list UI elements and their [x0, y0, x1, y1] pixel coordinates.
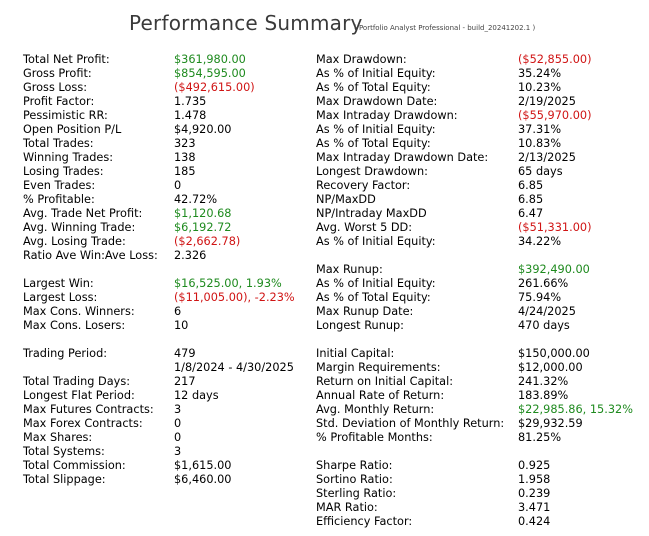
metric-value: 3	[174, 445, 182, 458]
metric-value: 35.24%	[518, 67, 562, 80]
metric-value: 0.925	[518, 459, 551, 472]
metric-value: ($492,615.00)	[174, 81, 255, 94]
metric-value: ($11,005.00), -2.23%	[174, 291, 295, 304]
metric-label: As % of Initial Equity:	[316, 67, 436, 80]
metric-value: $22,985.86, 15.32%	[518, 403, 633, 416]
metric-label: Winning Trades:	[23, 151, 114, 164]
metric-value: 42.72%	[174, 193, 218, 206]
metric-label: As % of Total Equity:	[316, 291, 431, 304]
metric-value: ($51,331.00)	[518, 221, 592, 234]
metric-value: 2/13/2025	[518, 151, 576, 164]
metric-value: 1.478	[174, 109, 207, 122]
metric-label: % Profitable Months:	[316, 431, 433, 444]
metric-label: MAR Ratio:	[316, 501, 378, 514]
metric-value: 0	[174, 417, 182, 430]
metric-value: $854,595.00	[174, 67, 246, 80]
metric-value: 6.85	[518, 179, 544, 192]
metric-value: 0.239	[518, 487, 551, 500]
metric-value: $29,932.59	[518, 417, 583, 430]
metric-value: 37.31%	[518, 123, 562, 136]
metric-value: 34.22%	[518, 235, 562, 248]
metric-label: Even Trades:	[23, 179, 96, 192]
page-title: Performance Summary	[129, 11, 363, 35]
metric-value: 241.32%	[518, 375, 569, 388]
metric-label: NP/Intraday MaxDD	[316, 207, 427, 220]
metric-label: Initial Capital:	[316, 347, 395, 360]
metric-value: 138	[174, 151, 196, 164]
metric-value: $361,980.00	[174, 53, 246, 66]
metric-value: 1.735	[174, 95, 207, 108]
metric-value: 65 days	[518, 165, 563, 178]
metric-label: Longest Drawdown:	[316, 165, 428, 178]
metric-value: 6	[174, 305, 182, 318]
metric-label: Sortino Ratio:	[316, 473, 393, 486]
metric-value: $392,490.00	[518, 263, 590, 276]
metric-value: ($2,662.78)	[174, 235, 241, 248]
metric-label: Profit Factor:	[23, 95, 95, 108]
metric-label: As % of Initial Equity:	[316, 235, 436, 248]
metric-value: ($52,855.00)	[518, 53, 592, 66]
metric-label: As % of Initial Equity:	[316, 277, 436, 290]
metric-label: Total Trades:	[23, 137, 94, 150]
metric-value: 323	[174, 137, 196, 150]
metric-label: Total Net Profit:	[23, 53, 110, 66]
metric-value: 0	[174, 179, 182, 192]
metric-value: 0.424	[518, 515, 551, 528]
metric-value: $16,525.00, 1.93%	[174, 277, 282, 290]
metric-label: % Profitable:	[23, 193, 95, 206]
metric-value: 1.958	[518, 473, 551, 486]
metric-label: Losing Trades:	[23, 165, 104, 178]
build-info: ( Portfolio Analyst Professional - build_20241202.1 )	[354, 24, 536, 32]
metric-value: 261.66%	[518, 277, 569, 290]
metric-label: Max Futures Contracts:	[23, 403, 154, 416]
metric-value: $1,615.00	[174, 459, 232, 472]
metric-label: As % of Initial Equity:	[316, 123, 436, 136]
metric-label: Avg. Winning Trade:	[23, 221, 136, 234]
report-header	[0, 0, 649, 50]
metric-value: $4,920.00	[174, 123, 232, 136]
metric-value: 75.94%	[518, 291, 562, 304]
metric-label: Open Position P/L	[23, 123, 122, 136]
metric-label: Longest Runup:	[316, 319, 404, 332]
metric-value: 185	[174, 165, 196, 178]
metric-value: $1,120.68	[174, 207, 232, 220]
metric-label: Largest Win:	[23, 277, 94, 290]
metric-value: 10	[174, 319, 189, 332]
metric-label: Sharpe Ratio:	[316, 459, 393, 472]
metric-label: Total Systems:	[23, 445, 105, 458]
metric-label: Max Drawdown:	[316, 53, 407, 66]
metric-label: Pessimistic RR:	[23, 109, 108, 122]
metric-label: Max Cons. Winners:	[23, 305, 135, 318]
metric-value: $12,000.00	[518, 361, 583, 374]
metric-label: Ratio Ave Win:Ave Loss:	[23, 249, 158, 262]
metric-value: $6,192.72	[174, 221, 232, 234]
metric-label: As % of Total Equity:	[316, 81, 431, 94]
metric-value: 3.471	[518, 501, 551, 514]
metric-label: Max Intraday Drawdown:	[316, 109, 458, 122]
metric-value: ($55,970.00)	[518, 109, 592, 122]
metric-value: 4/24/2025	[518, 305, 576, 318]
metric-label: Gross Profit:	[23, 67, 92, 80]
metric-value: 2/19/2025	[518, 95, 576, 108]
metric-label: Max Runup:	[316, 263, 383, 276]
metric-value: 81.25%	[518, 431, 562, 444]
metric-label: NP/MaxDD	[316, 193, 376, 206]
metric-label: Max Cons. Losers:	[23, 319, 126, 332]
metric-label: Longest Flat Period:	[23, 389, 135, 402]
metric-label: Return on Initial Capital:	[316, 375, 454, 388]
metric-value: $6,460.00	[174, 473, 232, 486]
metric-label: Margin Requirements:	[316, 361, 441, 374]
metric-value: 183.89%	[518, 389, 569, 402]
metric-label: Max Intraday Drawdown Date:	[316, 151, 489, 164]
metric-value: 479	[174, 347, 196, 360]
metric-label: Std. Deviation of Monthly Return:	[316, 417, 505, 430]
metric-value: 1/8/2024 - 4/30/2025	[174, 361, 294, 374]
metric-value: 0	[174, 431, 182, 444]
metric-value: 470 days	[518, 319, 570, 332]
metric-value: 10.23%	[518, 81, 562, 94]
metric-value: 6.47	[518, 207, 544, 220]
metric-label: As % of Total Equity:	[316, 137, 431, 150]
metric-value: 217	[174, 375, 196, 388]
metric-label: Gross Loss:	[23, 81, 88, 94]
metric-label: Max Forex Contracts:	[23, 417, 143, 430]
metric-label: Annual Rate of Return:	[316, 389, 445, 402]
metric-label: Max Shares:	[23, 431, 93, 444]
metric-label: Avg. Worst 5 DD:	[316, 221, 413, 234]
metric-value: 6.85	[518, 193, 544, 206]
metric-value: 3	[174, 403, 182, 416]
metric-label: Efficiency Factor:	[316, 515, 413, 528]
metric-label: Avg. Losing Trade:	[23, 235, 126, 248]
metric-label: Max Runup Date:	[316, 305, 414, 318]
metric-value: 2.326	[174, 249, 207, 262]
metric-label: Largest Loss:	[23, 291, 98, 304]
metric-label: Trading Period:	[23, 347, 108, 360]
metric-label: Recovery Factor:	[316, 179, 411, 192]
metric-label: Avg. Monthly Return:	[316, 403, 435, 416]
metric-label: Total Slippage:	[23, 473, 106, 486]
metric-value: 12 days	[174, 389, 219, 402]
metric-value: $150,000.00	[518, 347, 590, 360]
metric-label: Max Drawdown Date:	[316, 95, 438, 108]
metric-label: Avg. Trade Net Profit:	[23, 207, 143, 220]
metric-label: Total Trading Days:	[23, 375, 131, 388]
metric-label: Total Commission:	[23, 459, 126, 472]
metric-value: 10.83%	[518, 137, 562, 150]
metric-label: Sterling Ratio:	[316, 487, 397, 500]
